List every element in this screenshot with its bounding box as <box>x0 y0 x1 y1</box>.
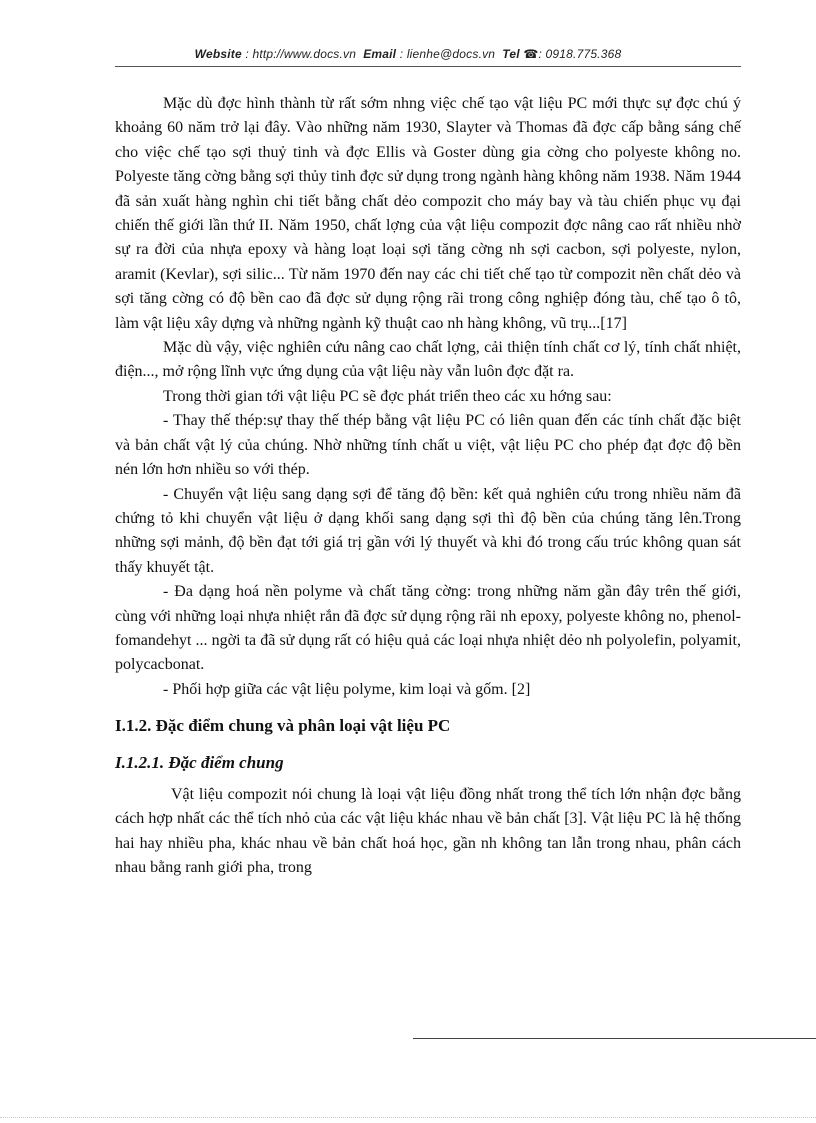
document-body <box>115 92 741 881</box>
phone-icon: ☎ <box>523 47 539 61</box>
list-item-combine-materials: - Phối hợp giữa các vật liệu polyme, kim loại và gốm. [2] <box>163 680 531 698</box>
paragraph-definition: Vật liệu compozit nói chung là loại vật liệu đồng nhất trong thể tích lớn nhận đợc bằng cách hợp nhất các thể tích nhỏ của các vật liệu khác nhau về bản chất [3]. Vật liệu PC là hệ thống hai hay nhiều pha, khác nhau về bản chất hoá học, gần nh không tan lẫn trong nhau, phân cách nhau bằng ranh giới pha, trong <box>115 785 741 877</box>
subsection-heading: I.1.2.1. Đặc điểm chung <box>115 752 284 772</box>
email-value: : lienhe@docs.vn <box>399 47 496 61</box>
paragraph-history: Mặc dù đợc hình thành từ rất sớm nhng việc chế tạo vật liệu PC mới thực sự đợc chú ý khoảng 60 năm trở lại đây. Vào những năm 1930, Slayter và Thomas đã đợc cấp bằng sáng chế cho việc chế tạo sợi thuỷ tinh và đợc Ellis và Goster dùng gia cờng cho polyeste không no. Polyeste tăng cờng bằng sợi thủy tinh đợc sử dụng trong ngành hàng không năm 1938. Năm 1944 đã sản xuất hàng nghìn chi tiết bằng chất dẻo compozit cho máy bay và tàu chiến phục vụ đại chiến thế giới lần thứ II. Năm 1950, chất lợng của vật liệu compozit đợc nâng cao rất nhiều nhờ sự ra đời của nhựa epoxy và hàng loạt loại sợi tăng cờng nh sợi cacbon, sợi polyeste, nylon, aramit (Kevlar), sợi silic... Từ năm 1970 đến nay các chi tiết chế tạo từ compozit nền chất dẻo và sợi tăng cờng có độ bền cao đã đợc sử dụng rộng rãi trong công nghiệp đóng tàu, chế tạo ô tô, làm vật liệu xây dựng và những ngành kỹ thuật cao nh hàng không, vũ trụ...[17] <box>115 95 741 332</box>
tel-label: Tel <box>502 47 520 61</box>
page-header <box>0 47 816 61</box>
website-value: : http://www.docs.vn <box>245 47 357 61</box>
page-edge <box>0 1117 816 1118</box>
email-label: Email <box>363 47 397 61</box>
list-item-fiber-form: - Chuyển vật liệu sang dạng sợi để tăng độ bền: kết quả nghiên cứu trong nhiều năm đã chứng tỏ khi chuyển vật liệu ở dạng khối sang dạng sợi thì độ bền của chúng tăng lên.Trong những sợi mảnh, độ bền đạt tới giá trị gần với lý thuyết và khi đó trong cấu trúc không quan sát thấy khuyết tật. <box>115 485 741 576</box>
tel-value: : 0918.775.368 <box>538 47 622 61</box>
paragraph-research: Mặc dù vậy, việc nghiên cứu nâng cao chất lợng, cải thiện tính chất cơ lý, tính chất nhiệt, điện..., mở rộng lĩnh vực ứng dụng của vật liệu này vẫn luôn đợc đặt ra. <box>115 339 741 381</box>
header-divider <box>115 66 741 67</box>
footer-divider <box>413 1038 816 1039</box>
website-label: Website <box>194 47 242 61</box>
paragraph-trends-intro: Trong thời gian tới vật liệu PC sẽ đợc phát triển theo các xu hớng sau: <box>163 387 612 405</box>
list-item-replace-steel: - Thay thế thép:sự thay thế thép bằng vật liệu PC có liên quan đến các tính chất đặc biệt và bản chất vật lý của chúng. Nhờ những tính chất u việt, vật liệu PC cho phép đạt đợc độ bền nén lớn hơn nhiều so với thép. <box>115 412 741 479</box>
list-item-diversify-matrix: - Đa dạng hoá nền polyme và chất tăng cờng: trong những năm gần đây trên thế giới, cùng với những loại nhựa nhiệt rắn đã đợc sử dụng rộng rãi nh epoxy, polyeste không no, phenol-fomandehyt ... ngời ta đã sử dụng rất có hiệu quả các loại nhựa nhiệt dẻo nh polyolefin, polyamit, polycacbonat. <box>115 583 741 674</box>
section-heading: I.1.2. Đặc điểm chung và phân loại vật liệu PC <box>115 716 451 736</box>
